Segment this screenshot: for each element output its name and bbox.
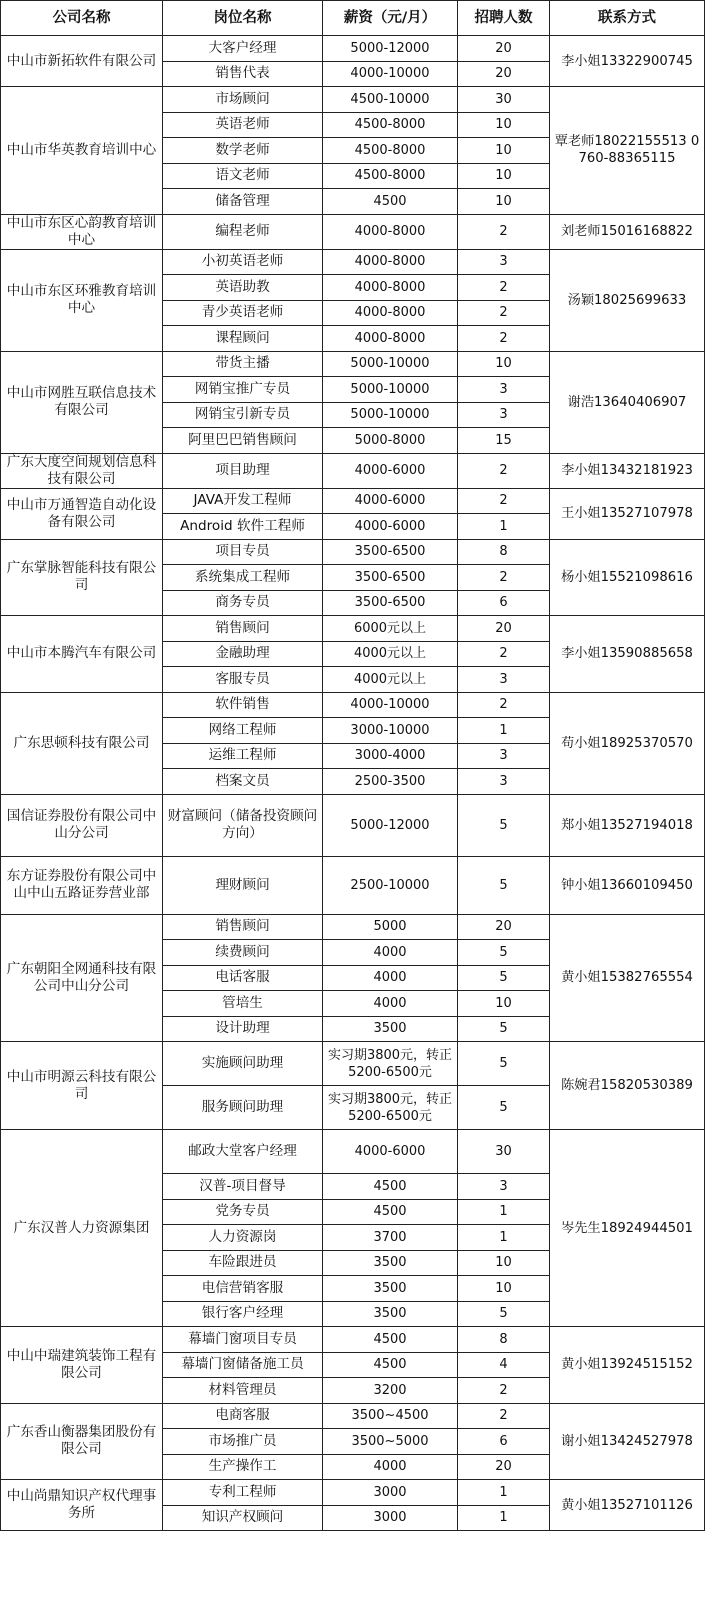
salary-range: 4000-8000 [323,300,458,326]
salary-range: 3700 [323,1225,458,1251]
salary-range: 5000-12000 [323,794,458,856]
salary-range: 3500 [323,1276,458,1302]
salary-range: 4500-8000 [323,112,458,138]
position-name: 幕墙门窗项目专员 [163,1327,323,1353]
position-name: 数学老师 [163,138,323,164]
position-name: 续费顾问 [163,940,323,966]
salary-range: 4000-8000 [323,275,458,301]
position-name: 网络工程师 [163,718,323,744]
hiring-count: 5 [458,1016,550,1042]
contact-info: 李小姐13590885658 [550,616,705,693]
company-name: 中山市新拓软件有限公司 [1,36,163,87]
salary-range: 4000元以上 [323,641,458,667]
contact-info: 汤颖18025699633 [550,249,705,351]
table-row [1,539,705,565]
salary-range: 3000-10000 [323,718,458,744]
position-name: 商务专员 [163,590,323,616]
position-name: 电信营销客服 [163,1276,323,1302]
salary-range: 4000 [323,965,458,991]
table-row [1,1327,705,1353]
hiring-count: 5 [458,794,550,856]
table-row [1,1403,705,1429]
salary-range: 3500-6500 [323,565,458,591]
position-name: 汉普-项目督导 [163,1174,323,1200]
position-name: 阿里巴巴销售顾问 [163,428,323,454]
header-row [1,1,705,36]
hiring-count: 3 [458,667,550,693]
company-name: 广东思顿科技有限公司 [1,692,163,794]
header-position: 岗位名称 [163,1,323,36]
salary-range: 3500~4500 [323,1403,458,1429]
salary-range: 4000 [323,991,458,1017]
position-name: 电话客服 [163,965,323,991]
position-name: 语文老师 [163,163,323,189]
company-name: 中山中瑞建筑装饰工程有限公司 [1,1327,163,1404]
company-name: 国信证券股份有限公司中山分公司 [1,794,163,856]
hiring-count: 3 [458,743,550,769]
position-name: 带货主播 [163,351,323,377]
salary-range: 3500-6500 [323,590,458,616]
position-name: 运维工程师 [163,743,323,769]
table-row [1,453,705,488]
hiring-count: 2 [458,488,550,514]
hiring-count: 5 [458,1301,550,1327]
table-row [1,1480,705,1506]
company-name: 广东大度空间规划信息科技有限公司 [1,453,163,488]
hiring-count: 3 [458,377,550,403]
position-name: JAVA开发工程师 [163,488,323,514]
position-name: 金融助理 [163,641,323,667]
position-name: 小初英语老师 [163,249,323,275]
salary-range: 4500-8000 [323,138,458,164]
salary-range: 3000 [323,1480,458,1506]
salary-range: 2500-10000 [323,856,458,914]
hiring-count: 5 [458,940,550,966]
contact-info: 杨小姐15521098616 [550,539,705,616]
company-name: 中山市网胜互联信息技术有限公司 [1,351,163,453]
table-row [1,794,705,856]
company-name: 广东朝阳全网通科技有限公司中山分公司 [1,914,163,1042]
position-name: 服务顾问助理 [163,1086,323,1130]
salary-range: 4000-6000 [323,514,458,540]
position-name: 销售顾问 [163,616,323,642]
position-name: 实施顾问助理 [163,1042,323,1086]
position-name: 车险跟进员 [163,1250,323,1276]
salary-range: 5000-10000 [323,351,458,377]
salary-range: 3000-4000 [323,743,458,769]
contact-info: 黄小姐13527101126 [550,1480,705,1531]
position-name: 电商客服 [163,1403,323,1429]
hiring-count: 10 [458,1250,550,1276]
contact-info: 李小姐13432181923 [550,453,705,488]
hiring-count: 10 [458,351,550,377]
company-name: 中山市东区环雅教育培训中心 [1,249,163,351]
salary-range: 4000-8000 [323,249,458,275]
contact-info: 李小姐13322900745 [550,36,705,87]
table-row [1,351,705,377]
salary-range: 3500-6500 [323,539,458,565]
hiring-count: 20 [458,61,550,87]
header-contact: 联系方式 [550,1,705,36]
contact-info: 郑小姐13527194018 [550,794,705,856]
hiring-count: 5 [458,1086,550,1130]
company-name: 中山市东区心韵教育培训中心 [1,214,163,249]
salary-range: 3200 [323,1378,458,1404]
hiring-count: 20 [458,616,550,642]
salary-range: 实习期3800元，转正5200-6500元 [323,1086,458,1130]
position-name: 青少英语老师 [163,300,323,326]
position-name: 大客户经理 [163,36,323,62]
salary-range: 3000 [323,1505,458,1531]
header-company: 公司名称 [1,1,163,36]
table-row [1,87,705,113]
contact-info: 刘老师15016168822 [550,214,705,249]
hiring-count: 2 [458,565,550,591]
table-row [1,692,705,718]
position-name: 客服专员 [163,667,323,693]
position-name: 专利工程师 [163,1480,323,1506]
hiring-count: 3 [458,249,550,275]
hiring-count: 1 [458,1480,550,1506]
hiring-count: 3 [458,1174,550,1200]
company-name: 广东香山衡器集团股份有限公司 [1,1403,163,1480]
position-name: 邮政大堂客户经理 [163,1130,323,1174]
salary-range: 4000 [323,1454,458,1480]
position-name: 幕墙门窗储备施工员 [163,1352,323,1378]
salary-range: 4000-6000 [323,1130,458,1174]
position-name: 网销宝推广专员 [163,377,323,403]
hiring-count: 10 [458,991,550,1017]
contact-info: 黄小姐13924515152 [550,1327,705,1404]
header-salary: 薪资（元/月） [323,1,458,36]
position-name: 编程老师 [163,214,323,249]
position-name: 项目专员 [163,539,323,565]
table-row [1,914,705,940]
hiring-count: 2 [458,326,550,352]
hiring-count: 1 [458,514,550,540]
company-name: 中山市万通智造自动化设备有限公司 [1,488,163,539]
table-row [1,1130,705,1174]
hiring-count: 2 [458,300,550,326]
hiring-count: 1 [458,718,550,744]
salary-range: 4500 [323,1174,458,1200]
salary-range: 5000-10000 [323,377,458,403]
table-row [1,1042,705,1086]
contact-info: 黄小姐15382765554 [550,914,705,1042]
salary-range: 4500 [323,1352,458,1378]
hiring-count: 10 [458,112,550,138]
hiring-count: 4 [458,1352,550,1378]
contact-info: 苟小姐18925370570 [550,692,705,794]
position-name: 党务专员 [163,1199,323,1225]
hiring-count: 5 [458,1042,550,1086]
header-count: 招聘人数 [458,1,550,36]
hiring-count: 20 [458,914,550,940]
salary-range: 4500 [323,1199,458,1225]
salary-range: 4500-8000 [323,163,458,189]
salary-range: 4000-8000 [323,326,458,352]
salary-range: 3500 [323,1301,458,1327]
position-name: 银行客户经理 [163,1301,323,1327]
hiring-count: 10 [458,138,550,164]
position-name: 理财顾问 [163,856,323,914]
position-name: 材料管理员 [163,1378,323,1404]
hiring-count: 10 [458,1276,550,1302]
position-name: 销售代表 [163,61,323,87]
position-name: 财富顾问（储备投资顾问方向） [163,794,323,856]
hiring-count: 8 [458,1327,550,1353]
salary-range: 6000元以上 [323,616,458,642]
company-name: 东方证券股份有限公司中山中山五路证券营业部 [1,856,163,914]
position-name: 软件销售 [163,692,323,718]
position-name: 设计助理 [163,1016,323,1042]
contact-info: 王小姐13527107978 [550,488,705,539]
position-name: Android 软件工程师 [163,514,323,540]
position-name: 知识产权顾问 [163,1505,323,1531]
position-name: 市场推广员 [163,1429,323,1455]
position-name: 市场顾问 [163,87,323,113]
hiring-count: 10 [458,189,550,215]
hiring-count: 3 [458,402,550,428]
table-row [1,249,705,275]
hiring-count: 2 [458,275,550,301]
salary-range: 4500-10000 [323,87,458,113]
hiring-count: 1 [458,1225,550,1251]
salary-range: 3500 [323,1016,458,1042]
salary-range: 4500 [323,189,458,215]
hiring-count: 1 [458,1505,550,1531]
salary-range: 3500~5000 [323,1429,458,1455]
salary-range: 4000 [323,940,458,966]
position-name: 生产操作工 [163,1454,323,1480]
salary-range: 4000-10000 [323,61,458,87]
position-name: 课程顾问 [163,326,323,352]
company-name: 广东汉普人力资源集团 [1,1130,163,1327]
hiring-count: 6 [458,590,550,616]
hiring-count: 2 [458,692,550,718]
salary-range: 5000-8000 [323,428,458,454]
hiring-count: 30 [458,87,550,113]
hiring-count: 2 [458,214,550,249]
hiring-count: 2 [458,1378,550,1404]
hiring-count: 5 [458,965,550,991]
table-row [1,214,705,249]
salary-range: 4500 [323,1327,458,1353]
contact-info: 谢浩13640406907 [550,351,705,453]
hiring-count: 20 [458,1454,550,1480]
hiring-count: 5 [458,856,550,914]
contact-info: 陈婉君15820530389 [550,1042,705,1130]
hiring-count: 2 [458,641,550,667]
contact-info: 覃老师18022155513 0760-88365115 [550,87,705,215]
hiring-count: 1 [458,1199,550,1225]
company-name: 中山市华英教育培训中心 [1,87,163,215]
hiring-count: 20 [458,36,550,62]
position-name: 英语助教 [163,275,323,301]
table-row [1,856,705,914]
salary-range: 2500-3500 [323,769,458,795]
position-name: 英语老师 [163,112,323,138]
position-name: 项目助理 [163,453,323,488]
hiring-count: 3 [458,769,550,795]
position-name: 管培生 [163,991,323,1017]
company-name: 广东掌脉智能科技有限公司 [1,539,163,616]
contact-info: 谢小姐13424527978 [550,1403,705,1480]
salary-range: 4000-6000 [323,453,458,488]
salary-range: 5000-10000 [323,402,458,428]
salary-range: 3500 [323,1250,458,1276]
table-row [1,36,705,62]
position-name: 人力资源岗 [163,1225,323,1251]
hiring-count: 8 [458,539,550,565]
hiring-count: 15 [458,428,550,454]
salary-range: 4000-10000 [323,692,458,718]
contact-info: 钟小姐13660109450 [550,856,705,914]
company-name: 中山市明源云科技有限公司 [1,1042,163,1130]
company-name: 中山市本腾汽车有限公司 [1,616,163,693]
hiring-count: 10 [458,163,550,189]
position-name: 销售顾问 [163,914,323,940]
table-row [1,488,705,514]
salary-range: 实习期3800元，转正5200-6500元 [323,1042,458,1086]
job-table-body [1,36,705,1531]
salary-range: 5000-12000 [323,36,458,62]
hiring-count: 2 [458,1403,550,1429]
position-name: 档案文员 [163,769,323,795]
hiring-count: 2 [458,453,550,488]
salary-range: 5000 [323,914,458,940]
position-name: 储备管理 [163,189,323,215]
position-name: 网销宝引新专员 [163,402,323,428]
hiring-count: 30 [458,1130,550,1174]
salary-range: 4000-6000 [323,488,458,514]
position-name: 系统集成工程师 [163,565,323,591]
table-row [1,616,705,642]
hiring-count: 6 [458,1429,550,1455]
salary-range: 4000元以上 [323,667,458,693]
contact-info: 岑先生18924944501 [550,1130,705,1327]
salary-range: 4000-8000 [323,214,458,249]
company-name: 中山尚鼎知识产权代理事务所 [1,1480,163,1531]
